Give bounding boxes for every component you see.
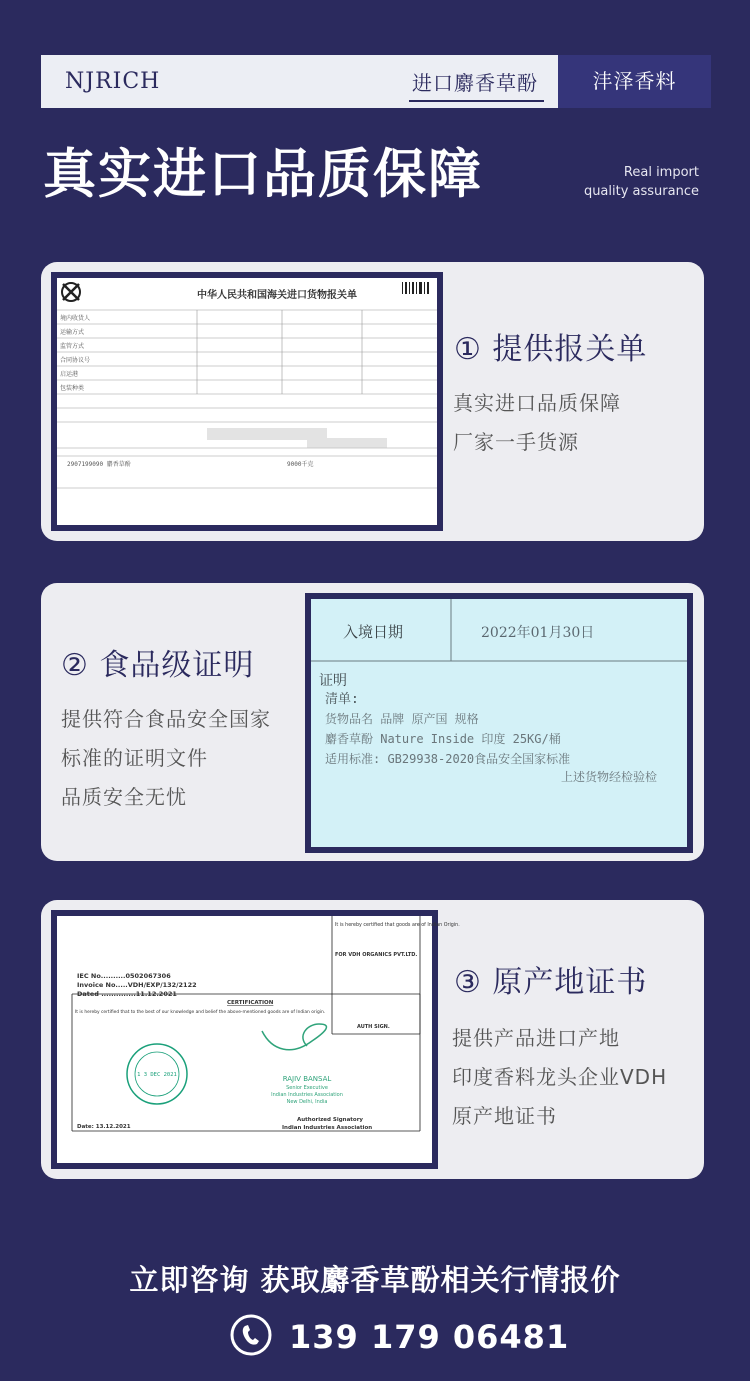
- declaration-goods: 2907199090 麝香草酚: [67, 461, 131, 468]
- declaration-watermark: [207, 428, 387, 448]
- origin-certificate-document: [57, 916, 460, 1163]
- hero-subtitle-line1: Real import: [623, 165, 699, 180]
- declaration-row-5: 启运港: [60, 371, 79, 378]
- food-grade-card: [41, 583, 704, 861]
- auth-sign: AUTH SIGN.: [357, 1024, 390, 1030]
- customs-line-1: 真实进口品质保障: [453, 391, 621, 415]
- entry-date-label: 入境日期: [343, 623, 404, 641]
- card-text-food-grade: [61, 700, 271, 817]
- declaration-row-1: 境内收货人: [60, 315, 91, 322]
- entry-date-value: 2022年01月30日: [481, 625, 595, 641]
- declaration-row-6: 包装种类: [60, 385, 85, 392]
- certification-text: It is hereby certified that to the best of our knowledge and belief the above-mentioned goods are of Indian origin.: [75, 1010, 326, 1015]
- association-stamp: [127, 1044, 187, 1104]
- barcode: [402, 282, 429, 294]
- stamp-date: 1 3 DEC 2021: [137, 1072, 177, 1078]
- declaration-row-3: 监管方式: [60, 343, 85, 350]
- origin-note: It is hereby certified that goods are of Indian Origin.: [335, 923, 460, 928]
- card-title-origin: ③ 原产地证书: [454, 965, 648, 1000]
- vdh-company: FOR VDH ORGANICS PVT.LTD.: [335, 952, 418, 958]
- declaration-row-4: 合同协议号: [60, 357, 91, 364]
- customs-declaration-document: [57, 278, 437, 525]
- iec-number: IEC No..........0502067306: [77, 972, 171, 980]
- signature-mark: [262, 1024, 326, 1050]
- signer-city: New Delhi, India: [286, 1099, 328, 1105]
- customs-declaration-card: [41, 262, 704, 541]
- inspection-note: 上述货物经检验检: [561, 770, 658, 784]
- origin-line-1: 提供产品进口产地: [452, 1026, 620, 1050]
- certification-title: CERTIFICATION: [227, 1000, 274, 1006]
- cta-text: 立即咨询 获取麝香草酚相关行情报价: [129, 1263, 621, 1297]
- declaration-heading: 中华人民共和国海关进口货物报关单: [197, 290, 357, 301]
- food-grade-line-1: 提供符合食品安全国家: [61, 707, 271, 731]
- customs-emblem-icon: [62, 283, 80, 301]
- invoice-number: Invoice No.....VDH/EXP/132/2122: [77, 981, 197, 989]
- company-tab[interactable]: 沣泽香料: [558, 55, 711, 108]
- origin-line-3: 原产地证书: [452, 1104, 557, 1128]
- phone-number[interactable]: 139 179 06481: [289, 1318, 570, 1356]
- invoice-date: Dated ..............11.12.2021: [77, 990, 177, 998]
- product-tab-underline: [409, 100, 544, 102]
- hero-subtitle-line2: quality assurance: [583, 184, 699, 199]
- card-text-origin: [452, 1019, 667, 1136]
- declaration-row-2: 运输方式: [60, 329, 85, 336]
- declaration-qty: 9000千克: [287, 461, 314, 468]
- food-grade-document: [311, 599, 687, 847]
- goods-item: 麝香草酚 Nature Inside 印度 25KG/桶: [325, 732, 561, 746]
- card-title-food-grade: ② 食品级证明: [61, 648, 255, 683]
- header-bar: [41, 55, 711, 108]
- card-title-customs: ① 提供报关单: [454, 332, 648, 367]
- card-text-customs: [453, 384, 621, 462]
- applicable-standard: 适用标准: GB29938-2020食品安全国家标准: [325, 752, 571, 766]
- authorized-signatory: Authorized Signatory: [297, 1117, 363, 1123]
- food-grade-line-3: 品质安全无忧: [61, 785, 187, 809]
- certificate-date: Date: 13.12.2021: [77, 1124, 131, 1130]
- product-tab[interactable]: 进口麝香草酚: [412, 71, 538, 95]
- list-label: 清单:: [325, 692, 359, 707]
- brand-name[interactable]: NJRICH: [65, 69, 161, 94]
- origin-line-2: 印度香料龙头企业VDH: [452, 1065, 668, 1089]
- origin-certificate-image: [51, 910, 460, 1169]
- origin-certificate-card: [41, 900, 704, 1179]
- hero-title: 真实进口品质保障: [43, 144, 483, 205]
- signer-role: Senior Executive: [286, 1085, 328, 1091]
- hero-subtitle: [584, 163, 699, 201]
- food-grade-image: [305, 593, 693, 853]
- customs-declaration-image: [51, 272, 443, 531]
- certificate-label: 证明: [319, 673, 347, 689]
- food-grade-line-2: 标准的证明文件: [61, 746, 208, 770]
- association-name: Indian Industries Association: [282, 1125, 373, 1131]
- phone-icon: [229, 1313, 273, 1357]
- signer-name: RAJIV BANSAL: [282, 1075, 332, 1083]
- customs-line-2: 厂家一手货源: [453, 430, 579, 454]
- goods-columns: 货物品名 品牌 原产国 规格: [325, 712, 479, 726]
- signer-org: Indian Industries Association: [271, 1092, 343, 1098]
